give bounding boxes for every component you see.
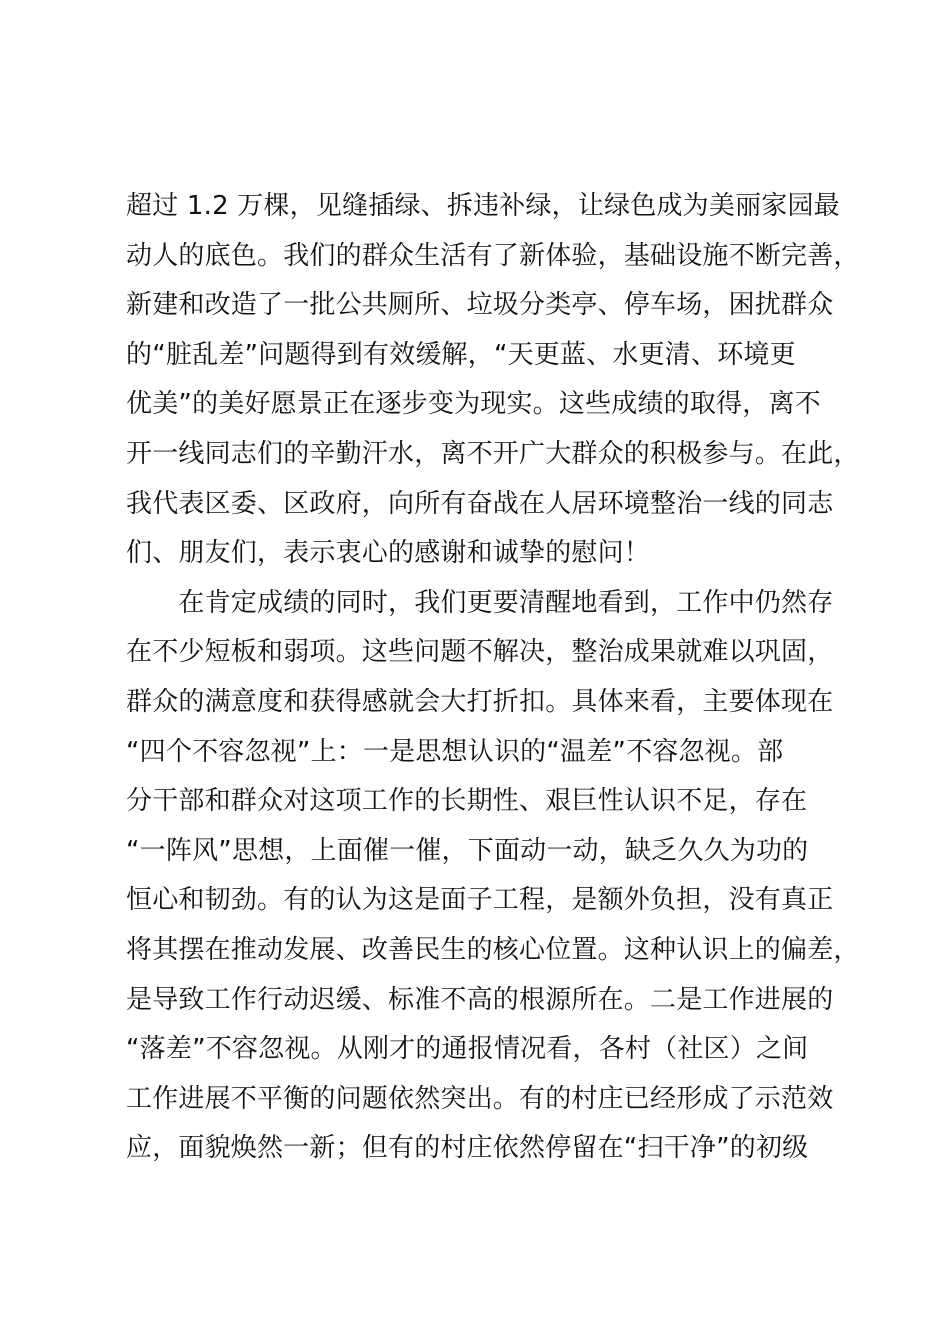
text-line: 是导致工作行动迟缓、标准不高的根源所在。二是工作进展的 bbox=[126, 984, 834, 1015]
text-line: 超过 1.2 万棵，见缝插绿、拆违补绿，让绿色成为美丽家园最 bbox=[126, 191, 840, 221]
text-line: 将其摆在推动发展、改善民生的核心位置。这种认识上的偏差， bbox=[126, 934, 860, 965]
text-line: “四个不容忽视”上：一是思想认识的“温差”不容忽视。部 bbox=[126, 736, 784, 767]
text-line: 我代表区委、区政府，向所有奋战在人居环境整治一线的同志 bbox=[126, 488, 834, 519]
text-line: 应，面貌焕然一新；但有的村庄依然停留在“扫干净”的初级 bbox=[126, 1133, 809, 1164]
text-line: 群众的满意度和获得感就会大打折扣。具体来看，主要体现在 bbox=[126, 686, 834, 717]
text-line: 优美”的美好愿景正在逐步变为现实。这些成绩的取得，离不 bbox=[126, 389, 821, 420]
text-line: 恒心和韧劲。有的认为这是面子工程，是额外负担，没有真正 bbox=[126, 885, 834, 916]
text-line: 在肯定成绩的同时，我们更要清醒地看到，工作中仍然存 bbox=[126, 587, 834, 618]
body-text bbox=[126, 182, 866, 1174]
text-line: “落差”不容忽视。从刚才的通报情况看，各村（社区）之间 bbox=[126, 1034, 809, 1065]
text-line: 们、朋友们，表示衷心的感谢和诚挚的慰问！ bbox=[126, 538, 651, 569]
text-line: 在不少短板和弱项。这些问题不解决，整治成果就难以巩固， bbox=[126, 637, 834, 668]
text-line: 分干部和群众对这项工作的长期性、艰巨性认识不足，存在 bbox=[126, 786, 808, 817]
text-line: 动人的底色。我们的群众生活有了新体验，基础设施不断完善， bbox=[126, 240, 860, 271]
text-line: 新建和改造了一批公共厕所、垃圾分类亭、停车场，困扰群众 bbox=[126, 290, 834, 321]
text-line: 的“脏乱差”问题得到有效缓解，“天更蓝、水更清、环境更 bbox=[126, 339, 796, 370]
text-line: 工作进展不平衡的问题依然突出。有的村庄已经形成了示范效 bbox=[126, 1083, 834, 1114]
text-line: “一阵风”思想，上面催一催，下面动一动，缺乏久久为功的 bbox=[126, 835, 809, 866]
text-line: 开一线同志们的辛勤汗水，离不开广大群众的积极参与。在此， bbox=[126, 438, 860, 469]
